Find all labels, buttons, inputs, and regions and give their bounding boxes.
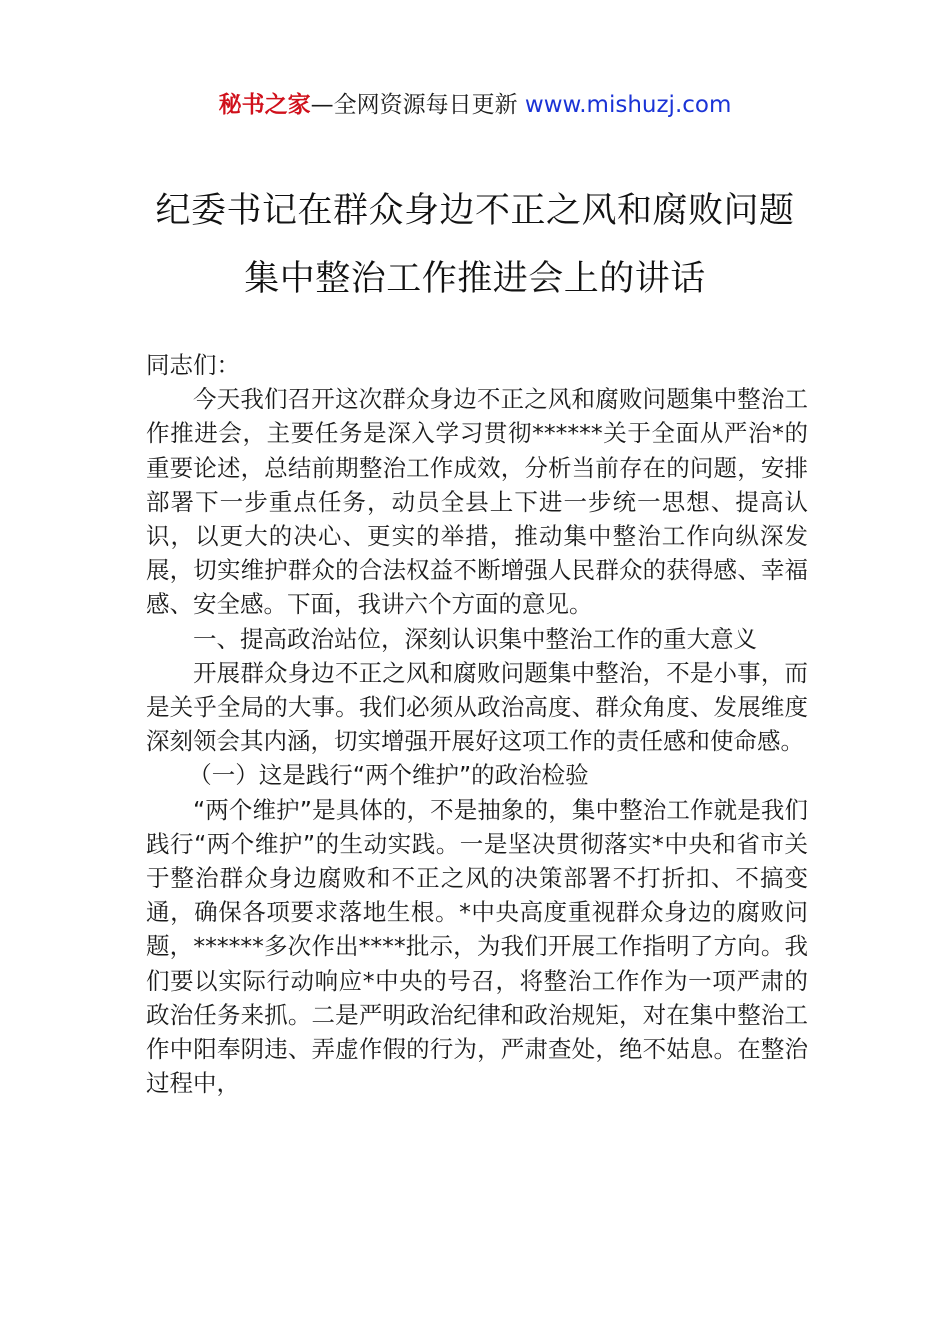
site-slogan: —全网资源每日更新 <box>310 92 525 118</box>
site-url-link[interactable]: www.mishuzj.com <box>524 92 732 118</box>
document-title-line-2: 集中整治工作推进会上的讲话 <box>244 259 706 299</box>
body-paragraph: “两个维护”是具体的，不是抽象的，集中整治工作就是我们践行“两个维护”的生动实践。一是坚决贯彻落实*中央和省市关于整治群众身边腐败和不正之风的决策部署不打折扣、不搞变通，确保各项要求落地生根。*中央高度重视群众身边的腐败问题，******多次作出****批示，为我们开展工作指明了方向。我们要以实际行动响应*中央的号召，将整治工作作为一项严肃的政治任务来抓。二是严明政治纪律和政治规矩，对在集中整治工作中阳奉阴违、弄虚作假的行为，严肃查处，绝不姑息。在整治过程中， <box>146 795 808 1098</box>
site-brand: 秘书之家 <box>218 92 311 118</box>
subsection-heading: （一）这是践行“两个维护”的政治检验 <box>188 761 589 790</box>
document-body <box>146 348 808 1100</box>
section-heading: 一、提高政治站位，深刻认识集中整治工作的重大意义 <box>193 624 757 653</box>
body-paragraph: 开展群众身边不正之风和腐败问题集中整治，不是小事，而是关乎全局的大事。我们必须从政治高度、群众角度、发展维度深刻领会其内涵，切实增强开展好这项工作的责任感和使命感。 <box>146 658 808 756</box>
document-title-line-1: 纪委书记在群众身边不正之风和腐败问题 <box>155 191 795 231</box>
site-header <box>0 88 950 122</box>
body-paragraph: 今天我们召开这次群众身边不正之风和腐败问题集中整治工作推进会，主要任务是深入学习贯彻******关于全面从严治*的重要论述，总结前期整治工作成效，分析当前存在的问题，安排部署下一步重点任务，动员全县上下进一步统一思想、提高认识，以更大的决心、更实的举措，推动集中整治工作向纵深发展，切实维护群众的合法权益不断增强人民群众的获得感、幸福感、安全感。下面，我讲六个方面的意见。 <box>146 385 808 619</box>
salutation: 同志们： <box>146 351 240 379</box>
